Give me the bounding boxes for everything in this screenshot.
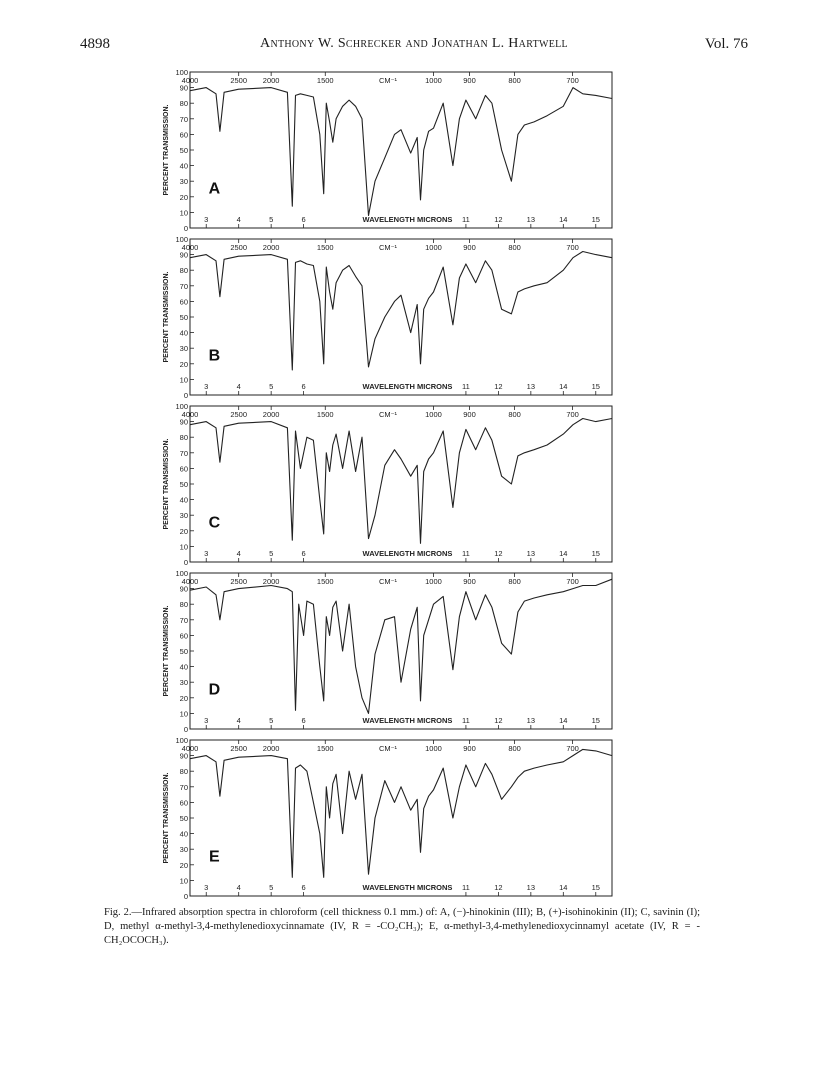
micron-tick-label: 14: [559, 716, 568, 725]
panel-letter: B: [208, 347, 221, 365]
running-head-authors: Anthony W. Schrecker and Jonathan L. Hartwell: [260, 36, 568, 51]
y-tick-label: 80: [179, 767, 188, 777]
wavenumber-tick-label: 1500: [316, 577, 334, 586]
wavenumber-tick-label: 1500: [316, 76, 334, 85]
micron-tick-label: 12: [494, 215, 503, 224]
volume-label: Vol. 76: [704, 36, 748, 52]
wavenumber-tick-label: 2500: [230, 744, 248, 753]
micron-tick-label: 5: [269, 549, 274, 558]
y-tick-label: 80: [179, 266, 188, 276]
wavenumber-tick-label: 900: [463, 243, 476, 252]
micron-tick-label: 13: [526, 716, 536, 725]
y-tick-label: 20: [179, 192, 188, 202]
wavenumber-tick-label: 2000: [262, 577, 280, 586]
spectrum-line: [190, 88, 612, 216]
y-tick-label: 50: [179, 480, 188, 489]
micron-tick-label: 15: [591, 883, 600, 892]
wavenumber-tick-label: 700: [566, 577, 579, 586]
plot-frame: [190, 406, 612, 562]
y-tick-label: 0: [183, 224, 188, 233]
micron-tick-label: 14: [559, 215, 568, 224]
y-tick-label: 70: [179, 114, 188, 124]
micron-tick-label: 11: [462, 215, 470, 224]
y-tick-label: 40: [179, 495, 188, 505]
wavenumber-unit-label: CM⁻¹: [378, 744, 398, 753]
y-tick-label: 70: [179, 281, 188, 291]
wavenumber-tick-label: 900: [463, 577, 476, 586]
plot-frame: [190, 740, 612, 896]
micron-tick-label: 6: [301, 215, 306, 224]
micron-tick-label: 15: [591, 716, 600, 725]
figure-caption: Fig. 2.—Infrared absorption spectra in chloroform (cell thickness 0.1 mm.) of: A, (−)-hinokinin (III); B, (+)-isohinokinin (II); C, savinin (I); D, methyl α-methyl-3,4-methylenedioxycinnamate (IV, R = -CO₂CH₃); E, α-methyl-3,4-methylenedioxycinnamyl acetate (IV, R = -CH₂OCOCH₃).: [104, 907, 700, 946]
wavenumber-unit-label: CM⁻¹: [378, 410, 398, 419]
panel-letter: D: [208, 681, 221, 699]
wavenumber-tick-label: 1500: [316, 410, 334, 419]
y-tick-label: 60: [179, 130, 188, 140]
ir-spectra-figure: [150, 66, 620, 902]
micron-tick-label: 3: [204, 549, 209, 558]
micron-tick-label: 5: [269, 215, 274, 224]
wavelength-axis-label: WAVELENGTH MICRONS: [362, 549, 453, 558]
wavenumber-tick-label: 800: [508, 410, 521, 419]
micron-tick-label: 3: [204, 382, 209, 391]
wavenumber-tick-label: 1500: [316, 744, 334, 753]
wavenumber-tick-label: 2000: [262, 410, 280, 419]
micron-tick-label: 6: [301, 883, 306, 892]
wavelength-axis-label: WAVELENGTH MICRONS: [362, 215, 453, 224]
wavenumber-unit-label: CM⁻¹: [378, 577, 398, 586]
micron-tick-label: 14: [559, 883, 568, 892]
y-tick-label: 80: [179, 99, 188, 109]
y-tick-label: 30: [179, 511, 188, 521]
spectrum-line: [190, 419, 612, 544]
panel-letter: E: [209, 848, 220, 866]
wavenumber-unit-label: CM⁻¹: [378, 243, 398, 252]
y-tick-label: 60: [179, 464, 188, 474]
y-tick-label: 60: [179, 297, 188, 307]
micron-tick-label: 15: [591, 382, 600, 391]
y-tick-label: 20: [179, 359, 188, 369]
wavenumber-tick-label: 900: [463, 76, 476, 85]
y-tick-label: 70: [179, 782, 188, 792]
micron-tick-label: 11: [462, 716, 470, 725]
spectrum-line: [190, 579, 612, 713]
wavenumber-tick-label: 1500: [316, 243, 334, 252]
y-tick-label: 20: [179, 693, 188, 703]
wavenumber-tick-label: 4000: [181, 243, 199, 252]
wavenumber-tick-label: 900: [463, 410, 476, 419]
y-tick-label: 10: [179, 709, 188, 719]
y-tick-label: 10: [179, 208, 188, 218]
wavenumber-tick-label: 2500: [230, 76, 248, 85]
y-tick-label: 30: [179, 344, 188, 354]
wavenumber-tick-label: 700: [566, 243, 579, 252]
wavenumber-tick-label: 800: [508, 577, 521, 586]
micron-tick-label: 14: [559, 382, 568, 391]
micron-tick-label: 5: [269, 382, 274, 391]
wavenumber-tick-label: 4000: [181, 76, 199, 85]
wavenumber-tick-label: 2000: [262, 243, 280, 252]
micron-tick-label: 12: [494, 549, 503, 558]
wavenumber-tick-label: 4000: [181, 577, 199, 586]
y-tick-label: 40: [179, 829, 188, 839]
wavenumber-tick-label: 2500: [230, 243, 248, 252]
spectrum-chart-e: [150, 734, 620, 900]
y-tick-label: 30: [179, 177, 188, 187]
wavenumber-tick-label: 800: [508, 243, 521, 252]
wavelength-axis-label: WAVELENGTH MICRONS: [362, 716, 453, 725]
wavenumber-tick-label: 2000: [262, 744, 280, 753]
spectrum-chart-b: [150, 233, 620, 399]
wavelength-axis-label: WAVELENGTH MICRONS: [362, 883, 453, 892]
micron-tick-label: 4: [236, 215, 241, 224]
y-tick-label: 30: [179, 678, 188, 688]
y-axis-title: PERCENT TRANSMISSION.: [163, 605, 170, 697]
y-tick-label: 50: [179, 146, 188, 155]
plot-frame: [190, 239, 612, 395]
y-tick-label: 20: [179, 526, 188, 536]
spectrum-chart-d: [150, 567, 620, 733]
y-tick-label: 70: [179, 448, 188, 458]
wavelength-axis-label: WAVELENGTH MICRONS: [362, 382, 453, 391]
micron-tick-label: 11: [462, 382, 470, 391]
y-tick-label: 90: [179, 250, 188, 260]
micron-tick-label: 5: [269, 716, 274, 725]
wavenumber-tick-label: 4000: [181, 744, 199, 753]
micron-tick-label: 4: [236, 716, 241, 725]
y-tick-label: 0: [183, 725, 188, 734]
spectrum-chart-c: [150, 400, 620, 566]
micron-tick-label: 5: [269, 883, 274, 892]
y-tick-label: 40: [179, 161, 188, 171]
y-tick-label: 10: [179, 375, 188, 385]
y-tick-label: 0: [183, 892, 188, 901]
y-tick-label: 0: [183, 391, 188, 400]
page-number: 4898: [80, 36, 110, 52]
wavenumber-tick-label: 900: [463, 744, 476, 753]
y-tick-label: 100: [175, 402, 188, 411]
y-tick-label: 0: [183, 558, 188, 567]
panel-letter: C: [208, 514, 221, 532]
spectrum-panel-c: [150, 400, 620, 566]
spectrum-panel-d: [150, 567, 620, 733]
wavenumber-tick-label: 800: [508, 76, 521, 85]
micron-tick-label: 4: [236, 549, 241, 558]
wavenumber-tick-label: 700: [566, 76, 579, 85]
wavenumber-tick-label: 700: [566, 744, 579, 753]
micron-tick-label: 3: [204, 716, 209, 725]
micron-tick-label: 14: [559, 549, 568, 558]
micron-tick-label: 13: [526, 382, 536, 391]
micron-tick-label: 13: [526, 549, 536, 558]
spectrum-panel-b: [150, 233, 620, 399]
y-tick-label: 20: [179, 860, 188, 870]
micron-tick-label: 6: [301, 382, 306, 391]
page-header: [80, 36, 748, 56]
y-tick-label: 40: [179, 328, 188, 338]
plot-frame: [190, 573, 612, 729]
wavenumber-tick-label: 1000: [425, 744, 442, 753]
micron-tick-label: 13: [526, 215, 536, 224]
y-tick-label: 70: [179, 615, 188, 625]
wavenumber-tick-label: 2500: [230, 410, 248, 419]
micron-tick-label: 4: [236, 883, 241, 892]
y-tick-label: 50: [179, 647, 188, 656]
y-axis-title: PERCENT TRANSMISSION.: [163, 104, 170, 196]
y-axis-title: PERCENT TRANSMISSION.: [163, 438, 170, 530]
y-tick-label: 60: [179, 631, 188, 641]
micron-tick-label: 11: [462, 883, 470, 892]
plot-frame: [190, 72, 612, 228]
panel-letter: A: [208, 180, 221, 198]
spectrum-chart-a: [150, 66, 620, 232]
y-tick-label: 100: [175, 235, 188, 244]
y-tick-label: 10: [179, 542, 188, 552]
micron-tick-label: 3: [204, 215, 209, 224]
y-tick-label: 80: [179, 600, 188, 610]
spectrum-line: [190, 252, 612, 371]
micron-tick-label: 13: [526, 883, 536, 892]
y-tick-label: 60: [179, 798, 188, 808]
micron-tick-label: 15: [591, 549, 600, 558]
y-tick-label: 100: [175, 736, 188, 745]
y-tick-label: 10: [179, 876, 188, 886]
micron-tick-label: 12: [494, 883, 503, 892]
y-tick-label: 90: [179, 417, 188, 427]
micron-tick-label: 12: [494, 716, 503, 725]
y-axis-title: PERCENT TRANSMISSION.: [163, 772, 170, 864]
y-axis-title: PERCENT TRANSMISSION.: [163, 271, 170, 363]
micron-tick-label: 15: [591, 215, 600, 224]
spectrum-panel-a: [150, 66, 620, 232]
spectrum-panel-e: [150, 734, 620, 900]
y-tick-label: 80: [179, 433, 188, 443]
micron-tick-label: 4: [236, 382, 241, 391]
micron-tick-label: 6: [301, 549, 306, 558]
y-tick-label: 90: [179, 83, 188, 93]
y-tick-label: 50: [179, 313, 188, 322]
wavenumber-tick-label: 1000: [425, 76, 442, 85]
wavenumber-tick-label: 1000: [425, 243, 442, 252]
y-tick-label: 90: [179, 751, 188, 761]
y-tick-label: 50: [179, 814, 188, 823]
wavenumber-tick-label: 700: [566, 410, 579, 419]
wavenumber-tick-label: 1000: [425, 577, 442, 586]
micron-tick-label: 11: [462, 549, 470, 558]
y-tick-label: 40: [179, 662, 188, 672]
y-tick-label: 30: [179, 845, 188, 855]
wavenumber-tick-label: 2000: [262, 76, 280, 85]
wavenumber-tick-label: 2500: [230, 577, 248, 586]
micron-tick-label: 12: [494, 382, 503, 391]
wavenumber-tick-label: 800: [508, 744, 521, 753]
wavenumber-unit-label: CM⁻¹: [378, 76, 398, 85]
wavenumber-tick-label: 4000: [181, 410, 199, 419]
wavenumber-tick-label: 1000: [425, 410, 442, 419]
micron-tick-label: 6: [301, 716, 306, 725]
micron-tick-label: 3: [204, 883, 209, 892]
y-tick-label: 100: [175, 569, 188, 578]
y-tick-label: 100: [175, 68, 188, 77]
y-tick-label: 90: [179, 584, 188, 594]
spectrum-line: [190, 749, 612, 877]
